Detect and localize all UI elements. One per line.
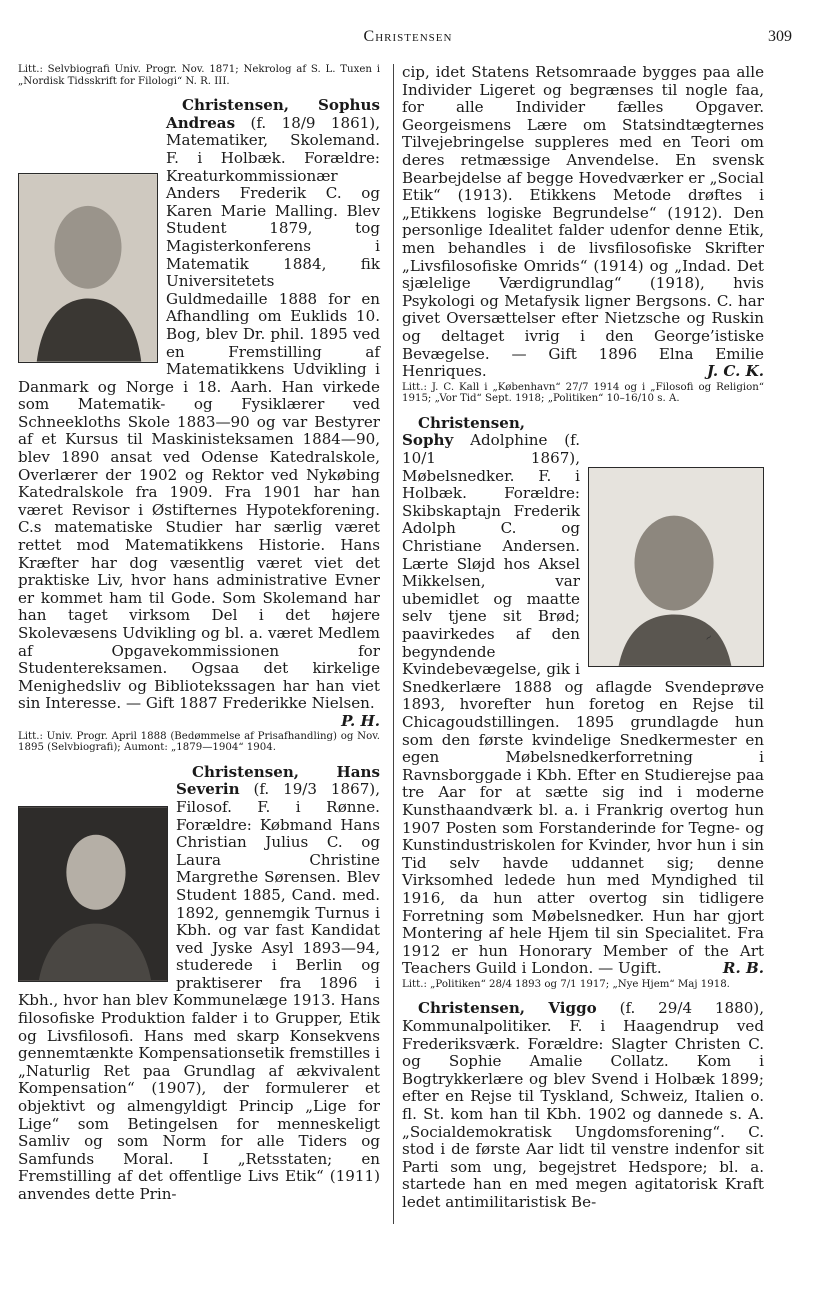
running-title: Christensen xyxy=(363,28,453,45)
page-number: 309 xyxy=(768,28,792,45)
author-initials: R. B. xyxy=(722,959,764,978)
litt-reference: Litt.: J. C. Kall i „København“ 27/7 1914 og i „Filosofi og Religion“ 1915; „Vor Tid“ Sept. 1918; „Politiken“ 10–16/10 s. A. xyxy=(402,381,764,405)
entry-sophy xyxy=(402,415,764,978)
entry-text: (f. 18/9 1861), Matematiker, Skolemand. F. i Holbæk. Forældre: Kreaturkommissionær Anders Frederik C. og Karen Marie Malling. Blev Student 1879, tog Magisterkonferens i Matematik 1884, fik Universitetets Guldmedaille 1888 for en Afhandling om Euklids 10. Bog, blev Dr. phil. 1895 ved en Fremstilling af Matematikkens Udvikling i Danmark og Norge i 18. Aarh. Han virkede som Matematik- og Fysiklærer ved Schneekloths Skole 1883—90 og var Bestyrer af et Kursus til Maskinisteksamen 1884—90, blev 1890 ansat ved Odense Katedralskole, Overlærer der 1902 og Rektor ved Nykøbing Katedralskole fra 1909. Fra 1901 har han været Revisor i Østifternes Hypotekforening. C.s matematiske Studier har særlig været rettet mod Matematikkens Historie. Hans Kræfter har dog væsentlig været viet det praktiske Liv, hvor hans administrative Evner er kommet ham til Gode. Som Skolemand har han taget virksom Del i det højere Skolevæsens Udvikling og bl. a. været Medlem af Opgavekommissionen for Studentereksamen. Ogsaa det kirkelige Menighedsliv og Bibliotekssagen har han viet sin Interesse. — Gift 1887 Frederikke Nielsen. xyxy=(18,113,380,713)
column-divider xyxy=(393,64,394,1224)
author-initials: J. C. K. xyxy=(706,362,764,381)
running-head xyxy=(18,28,798,50)
entry-text: (f. 19/3 1867), Filosof. F. i Rønne. Forældre: Købmand Hans Christian Julius C. og Laura Christine Margrethe Sørensen. Blev Student 1885, Cand. med. 1892, gennemgik Turnus i Kbh. og var fast Kandidat ved Jyske Asyl 1893—94, studerede i Berlin og praktiserer fra 1896 i Kbh., hvor han blev Kommunelæge 1913. Hans filosofiske Produktion falder i to Grupper, Etik og Livsfilosofi. Hans med skarp Konsekvens gennemtænkte Kompensationsetik fremstilles i „Naturlig Ret paa Grundlag af ækvivalent Kompensation“ (1907), der formulerer et objektivt og almengyldigt Princip „Lige for Lige“ som Betingelsen for menneskeligt Samliv og som Norm for alle Tiders og Samfunds Moral. I „Retsstaten; en Fremstilling af det offentlige Livs Etik“ (1911) anvendes dette Prin- xyxy=(18,780,380,1203)
portrait-sophus-andreas xyxy=(18,173,158,363)
litt-reference: Litt.: Selvbiografi Univ. Progr. Nov. 1871; Nekrolog af S. L. Tuxen i „Nordisk Tidsskrift for Filologi“ N. R. III. xyxy=(18,64,380,87)
portrait-hans-severin xyxy=(18,806,168,982)
entry-text: (f. 29/4 1880), Kommunalpolitiker. F. i Haagendrup ved Frederiksværk. Forældre: Slagter Christen C. og Sophie Amalie Collatz. Kom i Bogtrykkerlære og blev Svend i Holbæk 1899; efter en Rejse til Tyskland, Schweiz, Italien o. fl. St. kom han til Kbh. 1902 og dannede s. A. „Socialdemokratisk Ungdomsforening“. C. stod i de første Aar lidt til venstre indenfor sit Parti som ung, begejstret Hedspore; bl. a. startede han en med megen agitatorisk Kraft ledet antimilitaristisk Be- xyxy=(402,999,764,1211)
portrait-sophy xyxy=(588,467,764,667)
left-column xyxy=(18,64,380,1204)
litt-reference: Litt.: „Politiken“ 28/4 1893 og 7/1 1917; „Nye Hjem“ Maj 1918. xyxy=(402,978,730,990)
entry-sophus-andreas xyxy=(18,96,380,730)
entry-text: cip, idet Statens Retsomraade bygges paa alle Individer Ligeret og begrænses til nogle faa, for alle Individer fælles Opgaver. Georgeismens Lære om Statsindtægternes Tilvejebringelse suppleres med en Teori om deres retmæssige Anvendelse. En svensk Bearbejdelse af begge Hovedværker er „Social Etik“ (1913). Etikkens Metode drøftes i „Etikkens logiske Begrundelse“ (1912). Den personlige Idealitet falder udenfor denne Etik, men behandles i de livsfilosofiske Skrifter „Livsfilosofiske Omrids“ (1914) og „Indad. Det sjælelige Værdigrundlag“ (1918), hvis Psykologi og Metafysik ligner Bergsons. C. har givet Oversættelser efter Nietzsche og Ruskin og deltaget ivrig i den George’istiske Bevægelse. — Gift 1896 Elna Emilie Henriques. xyxy=(402,63,764,381)
svg-text:~: ~ xyxy=(703,631,716,645)
litt-reference: Litt.: Univ. Progr. April 1888 (Bedømmelse af Prisafhandling) og Nov. 1895 (Selvbiografi); Aumont: „1879—1904“ 1904. xyxy=(18,730,380,754)
entry-name: Christensen, Hans Severin xyxy=(176,762,380,799)
entry-text: Adolphine (f. 10/1 1867), Møbelsnedker. F. i Holbæk. Forældre: Skibskaptajn Frederik Adolph C. og Christiane Andersen. Lærte Sløjd hos Aksel Mikkelsen, var ubemidlet og maatte selv tjene sit Brød; paavirkedes af den begyndende Kvindebevægelse, gik i Snedkerlære 1888 og aflagde Svendeprøve 1893, hvorefter hun foretog en Rejse til Chicagoudstillingen. 1895 grundlagde hun som den første kvindelige Snedkermester en egen Møbelsnedkerforretning i Ravnsborggade i Kbh. Efter en Studierejse paa tre Aar for at sætte sig ind i moderne Kunsthaandværk bl. a. i Frankrig overtog hun 1907 Posten som Forstanderinde for Tegne- og Kunstindustriskolen for Kvinder, hvor hun i sin Tid selv havde uddannet sig; denne Virksomhed ledede hun med Myndighed til 1916, da hun atter overtog sin tidligere Forretning som Møbelsnedker. Hun har gjort Montering af hele Hjem til sin Specialitet. Fra 1912 er hun Honorary Member of the Art Teachers Guild i London. — Ugift. xyxy=(402,431,764,978)
entry-viggo xyxy=(402,1000,764,1211)
entry-hans-severin xyxy=(18,764,380,1204)
entry-name: Christensen, Sophus Andreas xyxy=(166,96,380,132)
entry-name: Christensen, Sophy xyxy=(402,413,526,450)
right-column xyxy=(402,64,764,1212)
entry-name: Christensen, Viggo xyxy=(418,999,597,1018)
author-initials: P. H. xyxy=(341,711,380,730)
entry-continuation xyxy=(402,64,764,381)
